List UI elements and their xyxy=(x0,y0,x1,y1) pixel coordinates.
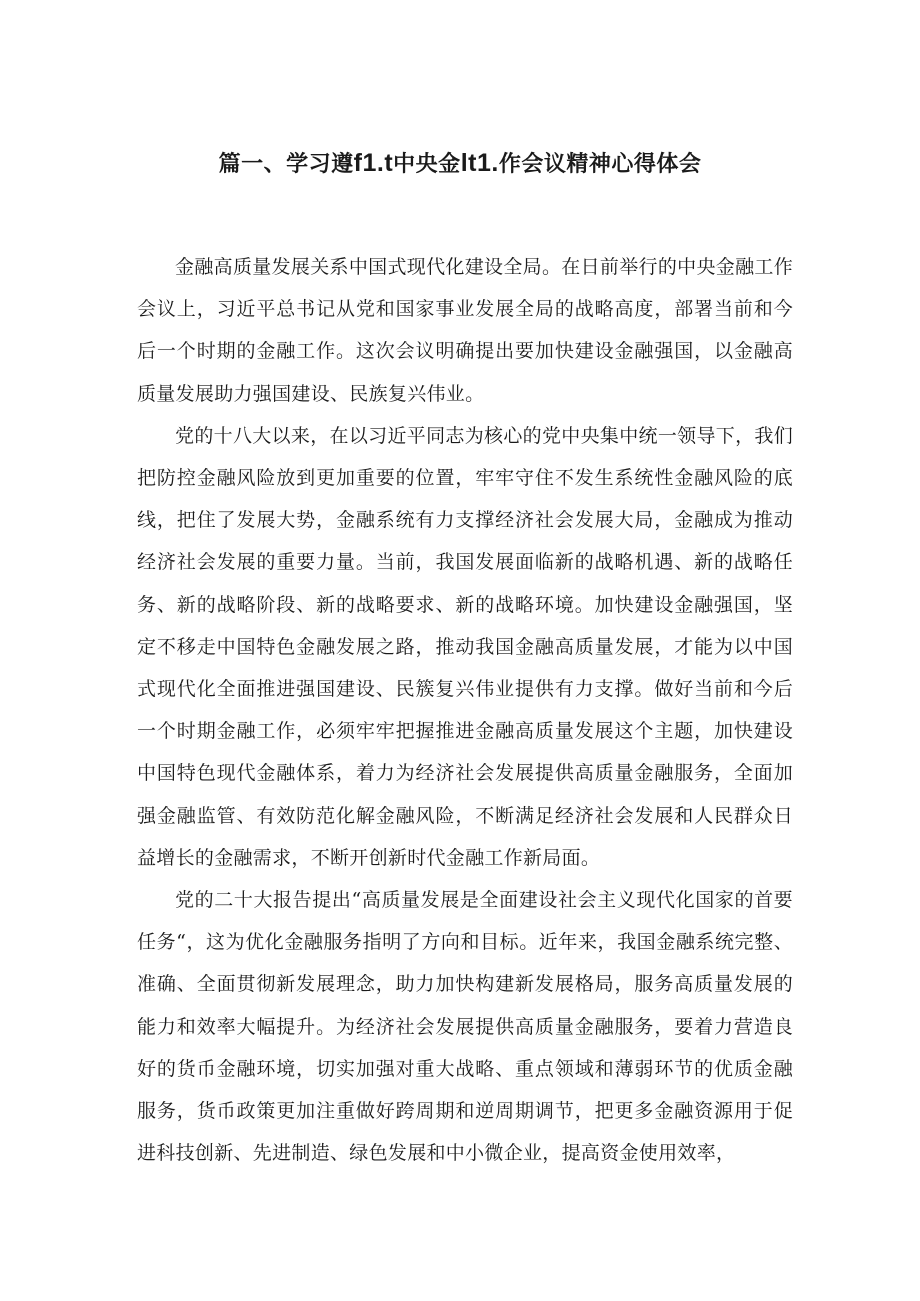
paragraph-1: 金融高质量发展关系中国式现代化建设全局。在日前举行的中央金融工作会议上，习近平总书记从党和国家事业发展全局的战略高度，部署当前和今后一个时期的金融工作。这次会议明确提出要加快建设金融强国，以金融高质量发展助力强国建设、民族复兴伟业。 xyxy=(137,256,793,405)
paragraph-3: 党的二十大报告提出“高质量发展是全面建设社会主义现代化国家的首要任务“，这为优化金融服务指明了方向和目标。近年来，我国金融系统完整、准确、全面贯彻新发展理念，助力加快构建新发展格局，服务高质量发展的能力和效率大幅提升。为经济社会发展提供高质量金融服务，要着力营造良好的货币金融环境，切实加强对重大战略、重点领域和薄弱环节的优质金融服务，货币政策更加注重做好跨周期和逆周期调节，把更多金融资源用于促进科技创新、先进制造、绿色发展和中小微企业，提高资金使用效率， xyxy=(137,889,793,1165)
title-garbled-2: lt1. xyxy=(460,149,499,177)
document-title xyxy=(0,143,920,185)
title-text-3: 作会议精神心得体会 xyxy=(498,152,702,177)
paragraph-2: 党的十八大以来，在以习近平同志为核心的党中央集中统一领导下，我们把防控金融风险放到更加重要的位置，牢牢守住不发生系统性金融风险的底线，把住了发展大势，金融系统有力支撑经济社会发展大局，金融成为推动经济社会发展的重要力量。当前，我国发展面临新的战略机遇、新的战略任务、新的战略阶段、新的战略要求、新的战略环境。加快建设金融强国，坚定不移走中国特色金融发展之路，推动我国金融高质量发展，才能为以中国式现代化全面推进强国建设、民簇复兴伟业提供有力支撑。做好当前和今后一个时期金融工作，必须牢牢把握推进金融高质量发展这个主题，加快建设中国特色现代金融体系，着力为经济社会发展提供高质量金融服务，全面加强金融监管、有效防范化解金融风险，不断满足经济社会发展和人民群众日益增长的金融需求，不断开创新时代金融工作新局面。 xyxy=(137,424,793,869)
title-text-2: 中央金 xyxy=(393,152,461,177)
title-text-1: 篇一、学习遵 xyxy=(218,152,354,177)
document-body xyxy=(137,246,793,1174)
title-garbled-1: f1.t xyxy=(353,149,394,177)
